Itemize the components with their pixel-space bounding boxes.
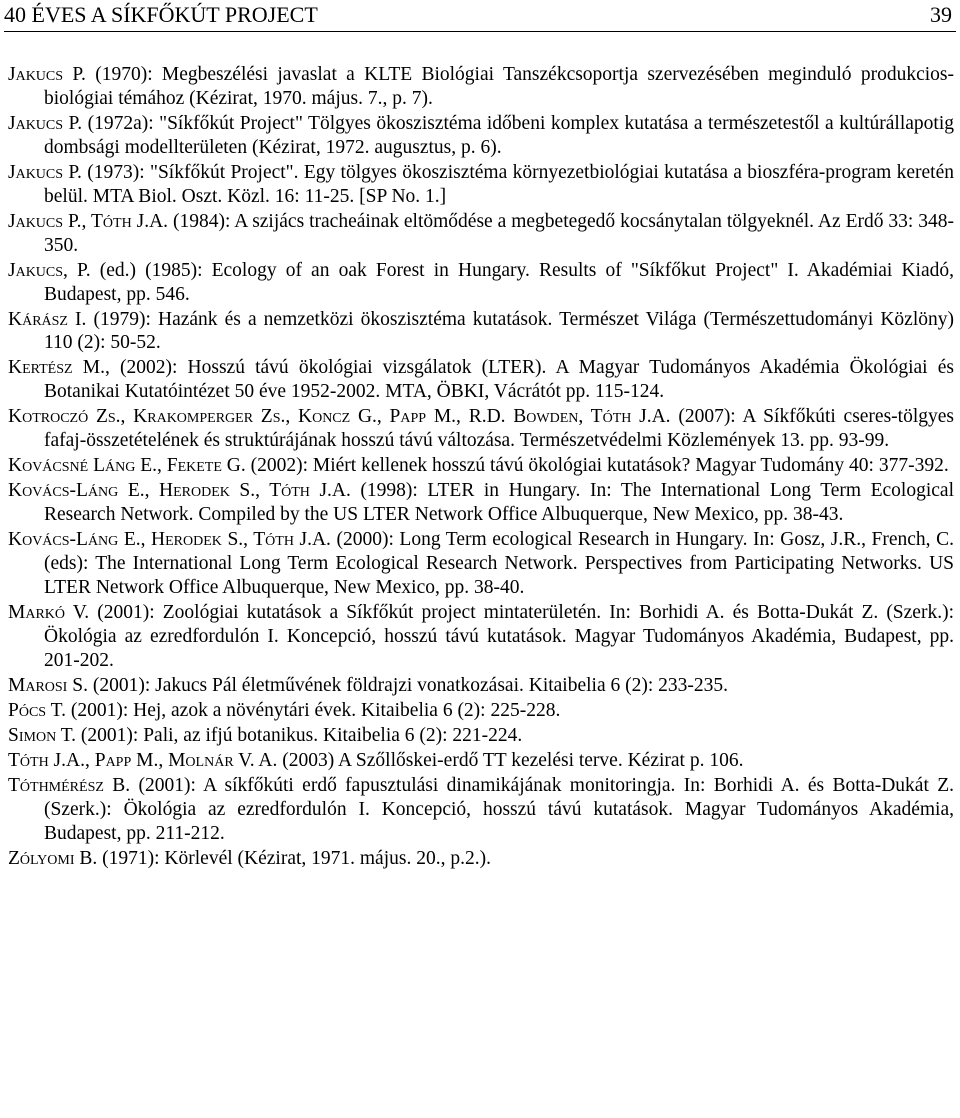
reference-authors: Zólyomi B.	[8, 847, 98, 869]
running-header	[4, 2, 952, 32]
header-rule	[4, 31, 956, 32]
reference-text: (2002): Miért kellenek hosszú távú ökológiai kutatások? Magyar Tudomány 40: 377-392.	[245, 455, 949, 477]
reference-authors: Kovácsné Láng E., Fekete G.	[8, 455, 246, 477]
reference-authors: Jakucs P.	[8, 161, 82, 183]
reference-text: (1973): "Síkfőkút Project". Egy tölgyes ökoszisztéma környezetbiológiai kutatása a bioszféra-program keretén belül. MTA Biol. Oszt. Közl. 16: 11-25. [SP No. 1.]	[44, 161, 954, 207]
reference-text: (ed.) (1985): Ecology of an oak Forest in Hungary. Results of "Síkfőkut Project" I. Akadémiai Kiadó, Budapest, pp. 546.	[44, 259, 954, 305]
reference-entry	[8, 749, 954, 773]
reference-authors: Kárász I.	[8, 308, 87, 330]
reference-authors: Jakucs P., Tóth J.A.	[8, 210, 169, 232]
reference-authors: Jakucs P.	[8, 64, 86, 85]
reference-text: , (2002): Hosszú távú ökológiai vizsgálatok (LTER). A Magyar Tudományos Akadémia Ökológiai és Botanikai Kutatóintézet 50 éve 1952-2002. MTA, ÖBKI, Vácrátót pp. 115-124.	[44, 357, 954, 403]
reference-text: (2001): Jakucs Pál életművének földrajzi vonatkozásai. Kitaibelia 6 (2): 233-235.	[87, 674, 729, 696]
reference-entry	[8, 847, 954, 871]
reference-text: (1970): Megbeszélési javaslat a KLTE Biológiai Tanszékcsoportja szervezésében meginduló produkcios-biológiai témához (Kézirat, 1970. május. 7., p. 7).	[44, 64, 954, 109]
reference-authors: Kovács-Láng E., Herodek S., Tóth J.A.	[8, 529, 331, 551]
reference-entry	[8, 774, 954, 846]
reference-entry	[8, 405, 954, 453]
reference-list	[8, 63, 954, 872]
reference-authors: Simon T.	[8, 724, 77, 746]
reference-authors: Pócs T.	[8, 699, 66, 721]
header-title: 40 ÉVES A SÍKFŐKÚT PROJECT	[4, 2, 318, 27]
reference-authors: Jakucs, P.	[8, 259, 91, 281]
reference-entry	[8, 479, 954, 527]
reference-text: (2003) A Szőllőskei-erdő TT kezelési terve. Kézirat p. 106.	[277, 749, 744, 771]
reference-entry	[8, 601, 954, 673]
reference-authors: Kovács-Láng E., Herodek S., Tóth J.A.	[8, 480, 351, 502]
reference-text: (1979): Hazánk és a nemzetközi ökoszisztéma kutatások. Természet Világa (Természettudományi Közlöny) 110 (2): 50-52.	[44, 308, 954, 354]
reference-entry	[8, 724, 954, 748]
reference-authors: Kotroczó Zs., Krakomperger Zs., Koncz G., Papp M., R.D. Bowden, Tóth J.A.	[8, 406, 671, 428]
reference-entry	[8, 259, 954, 307]
reference-entry	[8, 454, 954, 478]
reference-text: (2007): A Síkfőkúti cseres-tölgyes fafaj-összetételének és struktúrájának hosszú távú változása. Természetvédelmi Közlemények 13. pp. 93-99.	[44, 406, 954, 452]
reference-text: (1984): A szijács tracheáinak eltömődése a megbetegedő kocsánytalan tölgyeknél. Az Erdő 33: 348-350.	[44, 210, 955, 256]
reference-text: (1998): LTER in Hungary. In: The International Long Term Ecological Research Network. Compiled by the US LTER Network Office Albuquerque, New Mexico, pp. 38-43.	[44, 480, 954, 526]
reference-entry	[8, 210, 954, 258]
reference-authors: Jakucs P.	[8, 112, 83, 134]
reference-text: (2001): A síkfőkúti erdő fapusztulási dinamikájának monitoringja. In: Borhidi A. és Botta-Dukát Z. (Szerk.): Ökológia az ezredfordulón I. Koncepció, hosszú távú kutatások. Magyar Tudományos Akadémia, Budapest, pp. 211-212.	[44, 774, 954, 844]
reference-authors: Markó V.	[8, 601, 90, 623]
reference-entry	[8, 161, 954, 209]
reference-text: (2001): Zoológiai kutatások a Síkfőkút project mintaterületén. In: Borhidi A. és Botta-Dukát Z. (Szerk.): Ökológia az ezredfordulón I. Koncepció, hosszú távú kutatások. Magyar Tudományos Akadémia, Budapest, pp. 201-202.	[44, 601, 954, 671]
reference-entry	[8, 112, 954, 160]
reference-text: (1971): Körlevél (Kézirat, 1971. május. 20., p.2.).	[97, 847, 491, 869]
page-number: 39	[930, 2, 952, 27]
reference-entry	[8, 528, 954, 600]
reference-text: (2001): Hej, azok a növénytári évek. Kitaibelia 6 (2): 225-228.	[65, 699, 561, 721]
reference-authors: Marosi S.	[8, 674, 88, 696]
reference-text: (2000): Long Term ecological Research in Hungary. In: Gosz, J.R., French, C.(eds): The International Long Term Ecological Research Network. Perspectives from Participating Networks. US LTER Network Office Albuquerque, New Mexico, pp. 38-40.	[44, 529, 954, 598]
reference-text: (1972a): "Síkfőkút Project" Tölgyes ökoszisztéma időbeni komplex kutatása a természetestől a kultúrállapotig dombsági modellterületen (Kézirat, 1972. augusztus, p. 6).	[44, 112, 955, 158]
reference-authors: Tóthmérész B.	[8, 774, 131, 796]
reference-authors: Tóth J.A., Papp M., Molnár V. A.	[8, 749, 278, 771]
reference-entry	[8, 674, 954, 698]
reference-entry	[8, 63, 954, 111]
reference-entry	[8, 356, 954, 404]
reference-entry	[8, 699, 954, 723]
reference-text: (2001): Pali, az ifjú botanikus. Kitaibelia 6 (2): 221-224.	[76, 724, 523, 746]
reference-entry	[8, 308, 954, 356]
reference-authors: Kertész M.	[8, 357, 105, 379]
